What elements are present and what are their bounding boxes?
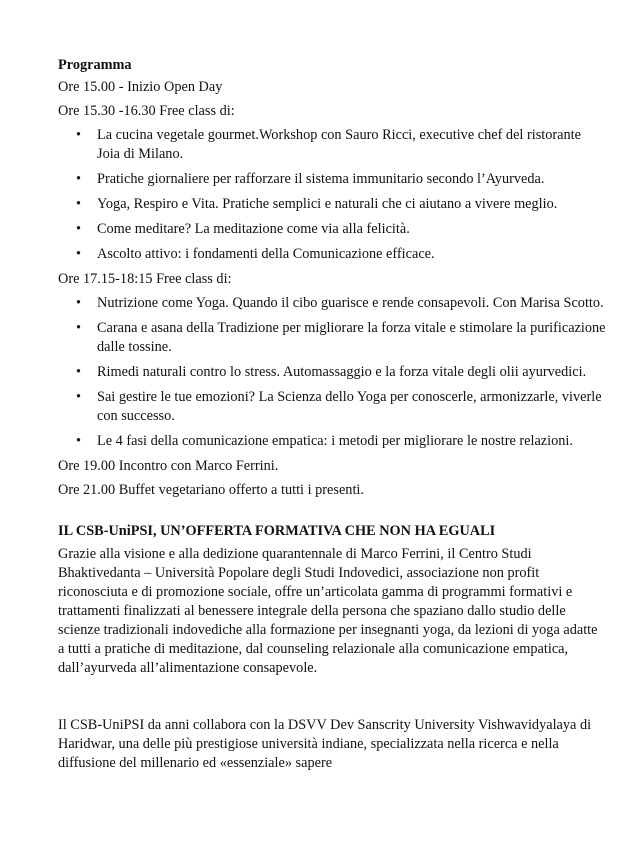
list-item — [58, 363, 606, 382]
bullet-icon: • — [76, 221, 82, 237]
list-item — [58, 126, 606, 164]
list-item — [58, 220, 606, 239]
programma-heading: Programma — [58, 57, 132, 73]
csb-section-title: IL CSB-UniPSI, UN’OFFERTA FORMATIVA CHE NON HA EGUALI — [58, 523, 496, 539]
list-item — [58, 245, 606, 264]
list-item-text: Carana e asana della Tradizione per migliorare la forza vitale e stimolare la purificazione dalle tossine. — [97, 320, 606, 355]
bullet-icon: • — [76, 364, 82, 380]
list-item — [58, 195, 606, 214]
session1-list — [58, 126, 606, 264]
session2-list — [58, 294, 606, 451]
csb-paragraph-2: Il CSB-UniPSI da anni collabora con la DSVV Dev Sanscrity University Vishwavidyalaya di Haridwar, una delle più prestigiose università indiane, specializzata nella ricerca e nella diffusione del millenario ed «essenziale» sapere — [58, 717, 592, 771]
bullet-icon: • — [76, 389, 82, 405]
list-item-text: Le 4 fasi della comunicazione empatica: i metodi per migliorare le nostre relazioni. — [97, 433, 573, 449]
list-item-text: Yoga, Respiro e Vita. Pratiche semplici e naturali che ci aiutano a vivere meglio. — [97, 196, 558, 212]
list-item-text: Nutrizione come Yoga. Quando il cibo guarisce e rende consapevoli. Con Marisa Scotto. — [97, 295, 604, 311]
list-item — [58, 294, 606, 313]
bullet-icon: • — [76, 295, 82, 311]
buffet-line: Ore 21.00 Buffet vegetariano offerto a tutti i presenti. — [58, 482, 364, 498]
bullet-icon: • — [76, 320, 82, 336]
bullet-icon: • — [76, 246, 82, 262]
list-item-text: Rimedi naturali contro lo stress. Automassaggio e la forza vitale degli olii ayurvedici. — [97, 364, 587, 380]
bullet-icon: • — [76, 433, 82, 449]
bullet-icon: • — [76, 196, 82, 212]
list-item-text: Sai gestire le tue emozioni? La Scienza dello Yoga per conoscerle, armonizzarle, viverle con successo. — [97, 389, 602, 424]
open-day-line: Ore 15.00 - Inizio Open Day — [58, 79, 223, 95]
bullet-icon: • — [76, 171, 82, 187]
list-item — [58, 388, 606, 426]
list-item — [58, 432, 606, 451]
list-item-text: Ascolto attivo: i fondamenti della Comunicazione efficace. — [97, 246, 435, 262]
document-page — [58, 56, 606, 773]
list-item — [58, 319, 606, 357]
incontro-line: Ore 19.00 Incontro con Marco Ferrini. — [58, 458, 279, 474]
session1-title: Ore 15.30 -16.30 Free class di: — [58, 103, 235, 119]
list-item-text: La cucina vegetale gourmet.Workshop con Sauro Ricci, executive chef del ristorante Joia di Milano. — [97, 127, 581, 162]
list-item — [58, 170, 606, 189]
bullet-icon: • — [76, 127, 82, 143]
list-item-text: Pratiche giornaliere per rafforzare il sistema immunitario secondo l’Ayurveda. — [97, 171, 545, 187]
list-item-text: Come meditare? La meditazione come via alla felicità. — [97, 221, 410, 237]
session2-title: Ore 17.15-18:15 Free class di: — [58, 271, 232, 287]
csb-paragraph-1: Grazie alla visione e alla dedizione quarantennale di Marco Ferrini, il Centro Studi Bhaktivedanta – Università Popolare degli Studi Indovedici, associazione non profit riconosciuta e di promozione sociale, offre un’articolata gamma di programmi formativi e trattamenti finalizzati al benessere integrale della persona che spaziano dallo studio delle scienze tradizionali indovediche alla formazione per insegnanti yoga, da lezioni di yoga adatte a tutti a pratiche di meditazione, dal counseling relazionale alla comunicazione empatica, dall’ayurveda all’alimentazione consapevole. — [58, 546, 598, 676]
